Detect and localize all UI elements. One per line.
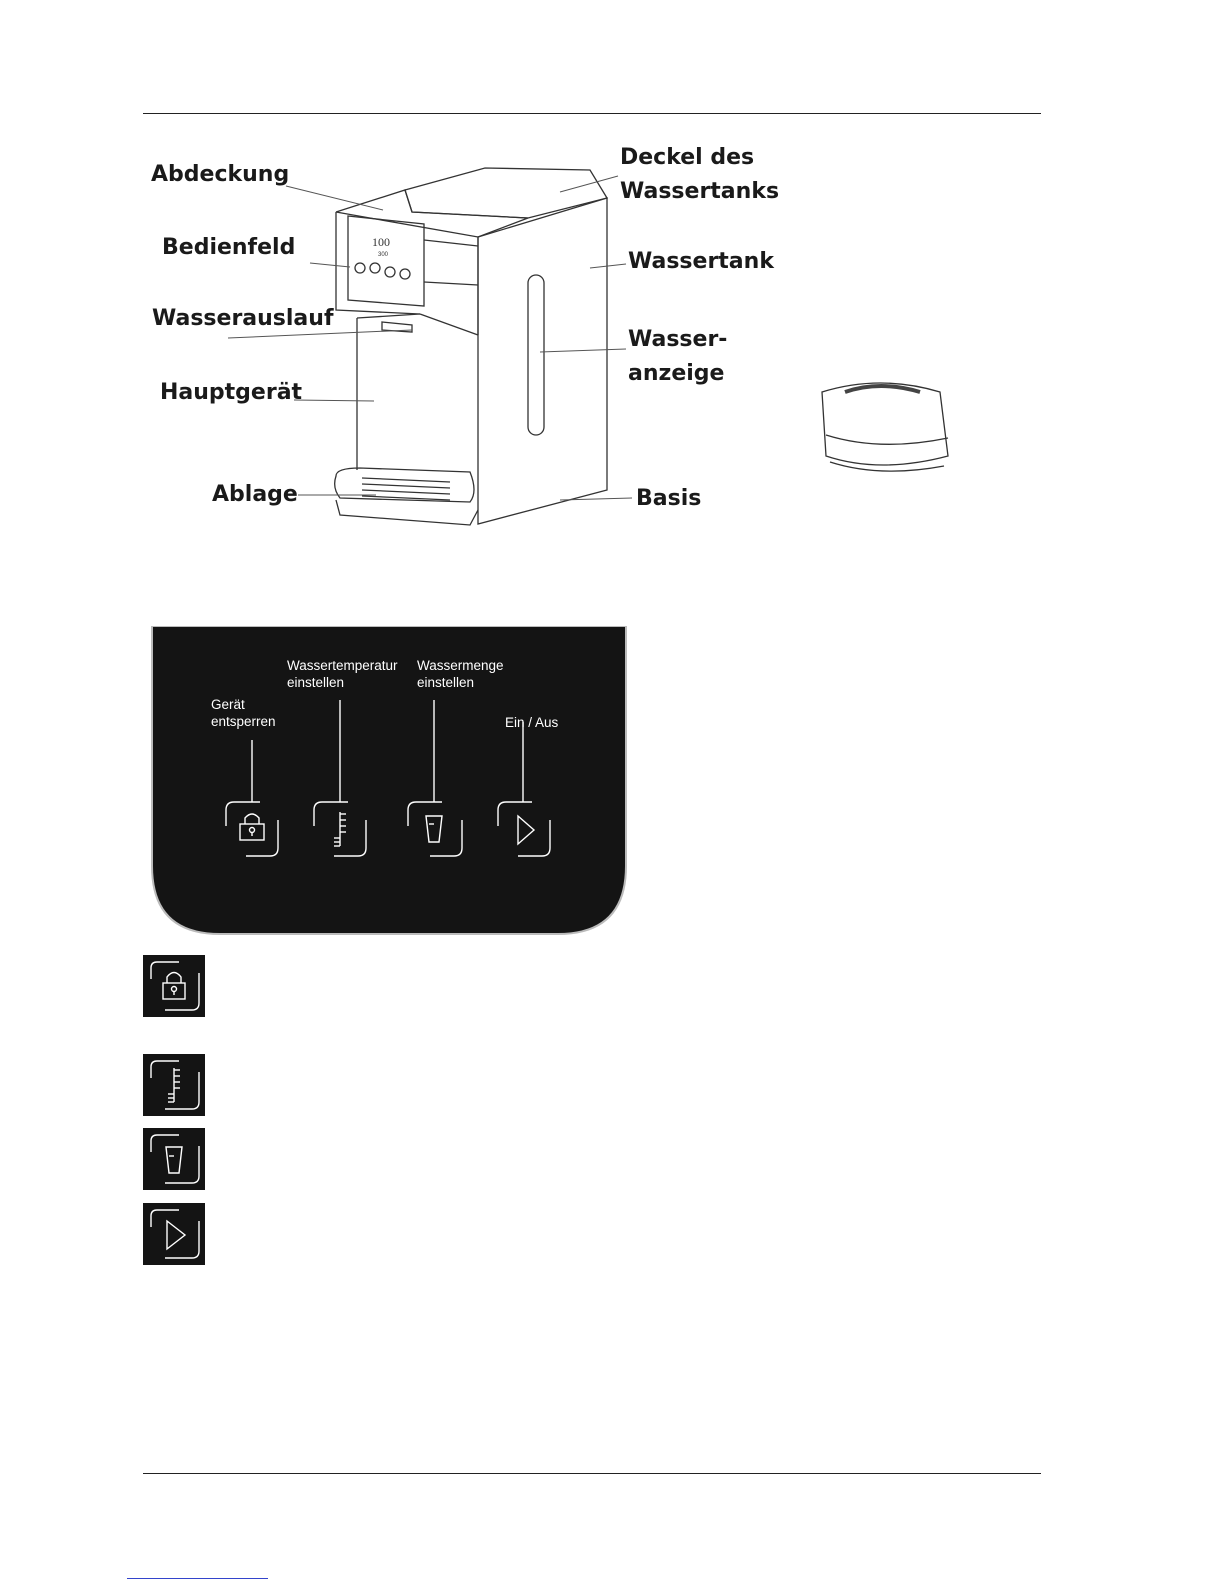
- device-button-4: [400, 269, 410, 279]
- label-wasseranzeige-line1: Wasser-: [628, 327, 728, 352]
- label-hauptgeraet: Hauptgerät: [160, 380, 303, 405]
- label-wasserauslauf: Wasserauslauf: [152, 306, 334, 331]
- device-button-3: [385, 267, 395, 277]
- tank-body-drawing: [478, 198, 607, 524]
- footer-link-underline: [127, 1578, 268, 1579]
- label-ablage: Ablage: [212, 482, 298, 507]
- water-level-window-drawing: [528, 275, 544, 435]
- device-button-1: [355, 263, 365, 273]
- label-bedienfeld: Bedienfeld: [162, 235, 296, 260]
- tank-lid-drawing: [405, 168, 607, 218]
- basket-drawing: [822, 383, 948, 465]
- tray-drawing: [335, 468, 474, 502]
- device-volume-readout: 300: [378, 252, 389, 258]
- panel-label-unlock: Gerät entsperren: [211, 697, 276, 729]
- device-temperature-readout: 100: [372, 235, 390, 249]
- label-basis: Basis: [636, 486, 702, 511]
- control-face-drawing: [348, 216, 424, 306]
- label-wassertank: Wassertank: [628, 249, 774, 274]
- play-icon: [143, 1203, 205, 1265]
- cup-icon: [143, 1128, 205, 1190]
- label-deckel-line2: Wassertanks: [620, 179, 780, 204]
- footer-rule: [143, 1473, 1041, 1474]
- label-wasseranzeige-line2: anzeige: [628, 361, 725, 386]
- label-abdeckung: Abdeckung: [151, 162, 290, 187]
- lock-icon: [143, 955, 205, 1017]
- panel-label-temperature: Wassertemperatur einstellen: [287, 658, 398, 690]
- label-deckel-line1: Deckel des: [620, 145, 755, 170]
- control-panel: [150, 626, 628, 938]
- panel-label-volume: Wassermenge einstellen: [417, 658, 504, 690]
- device-button-2: [370, 263, 380, 273]
- thermometer-scale-icon: [143, 1054, 205, 1116]
- panel-label-power: Ein / Aus: [505, 715, 559, 730]
- product-diagram: [0, 0, 1225, 560]
